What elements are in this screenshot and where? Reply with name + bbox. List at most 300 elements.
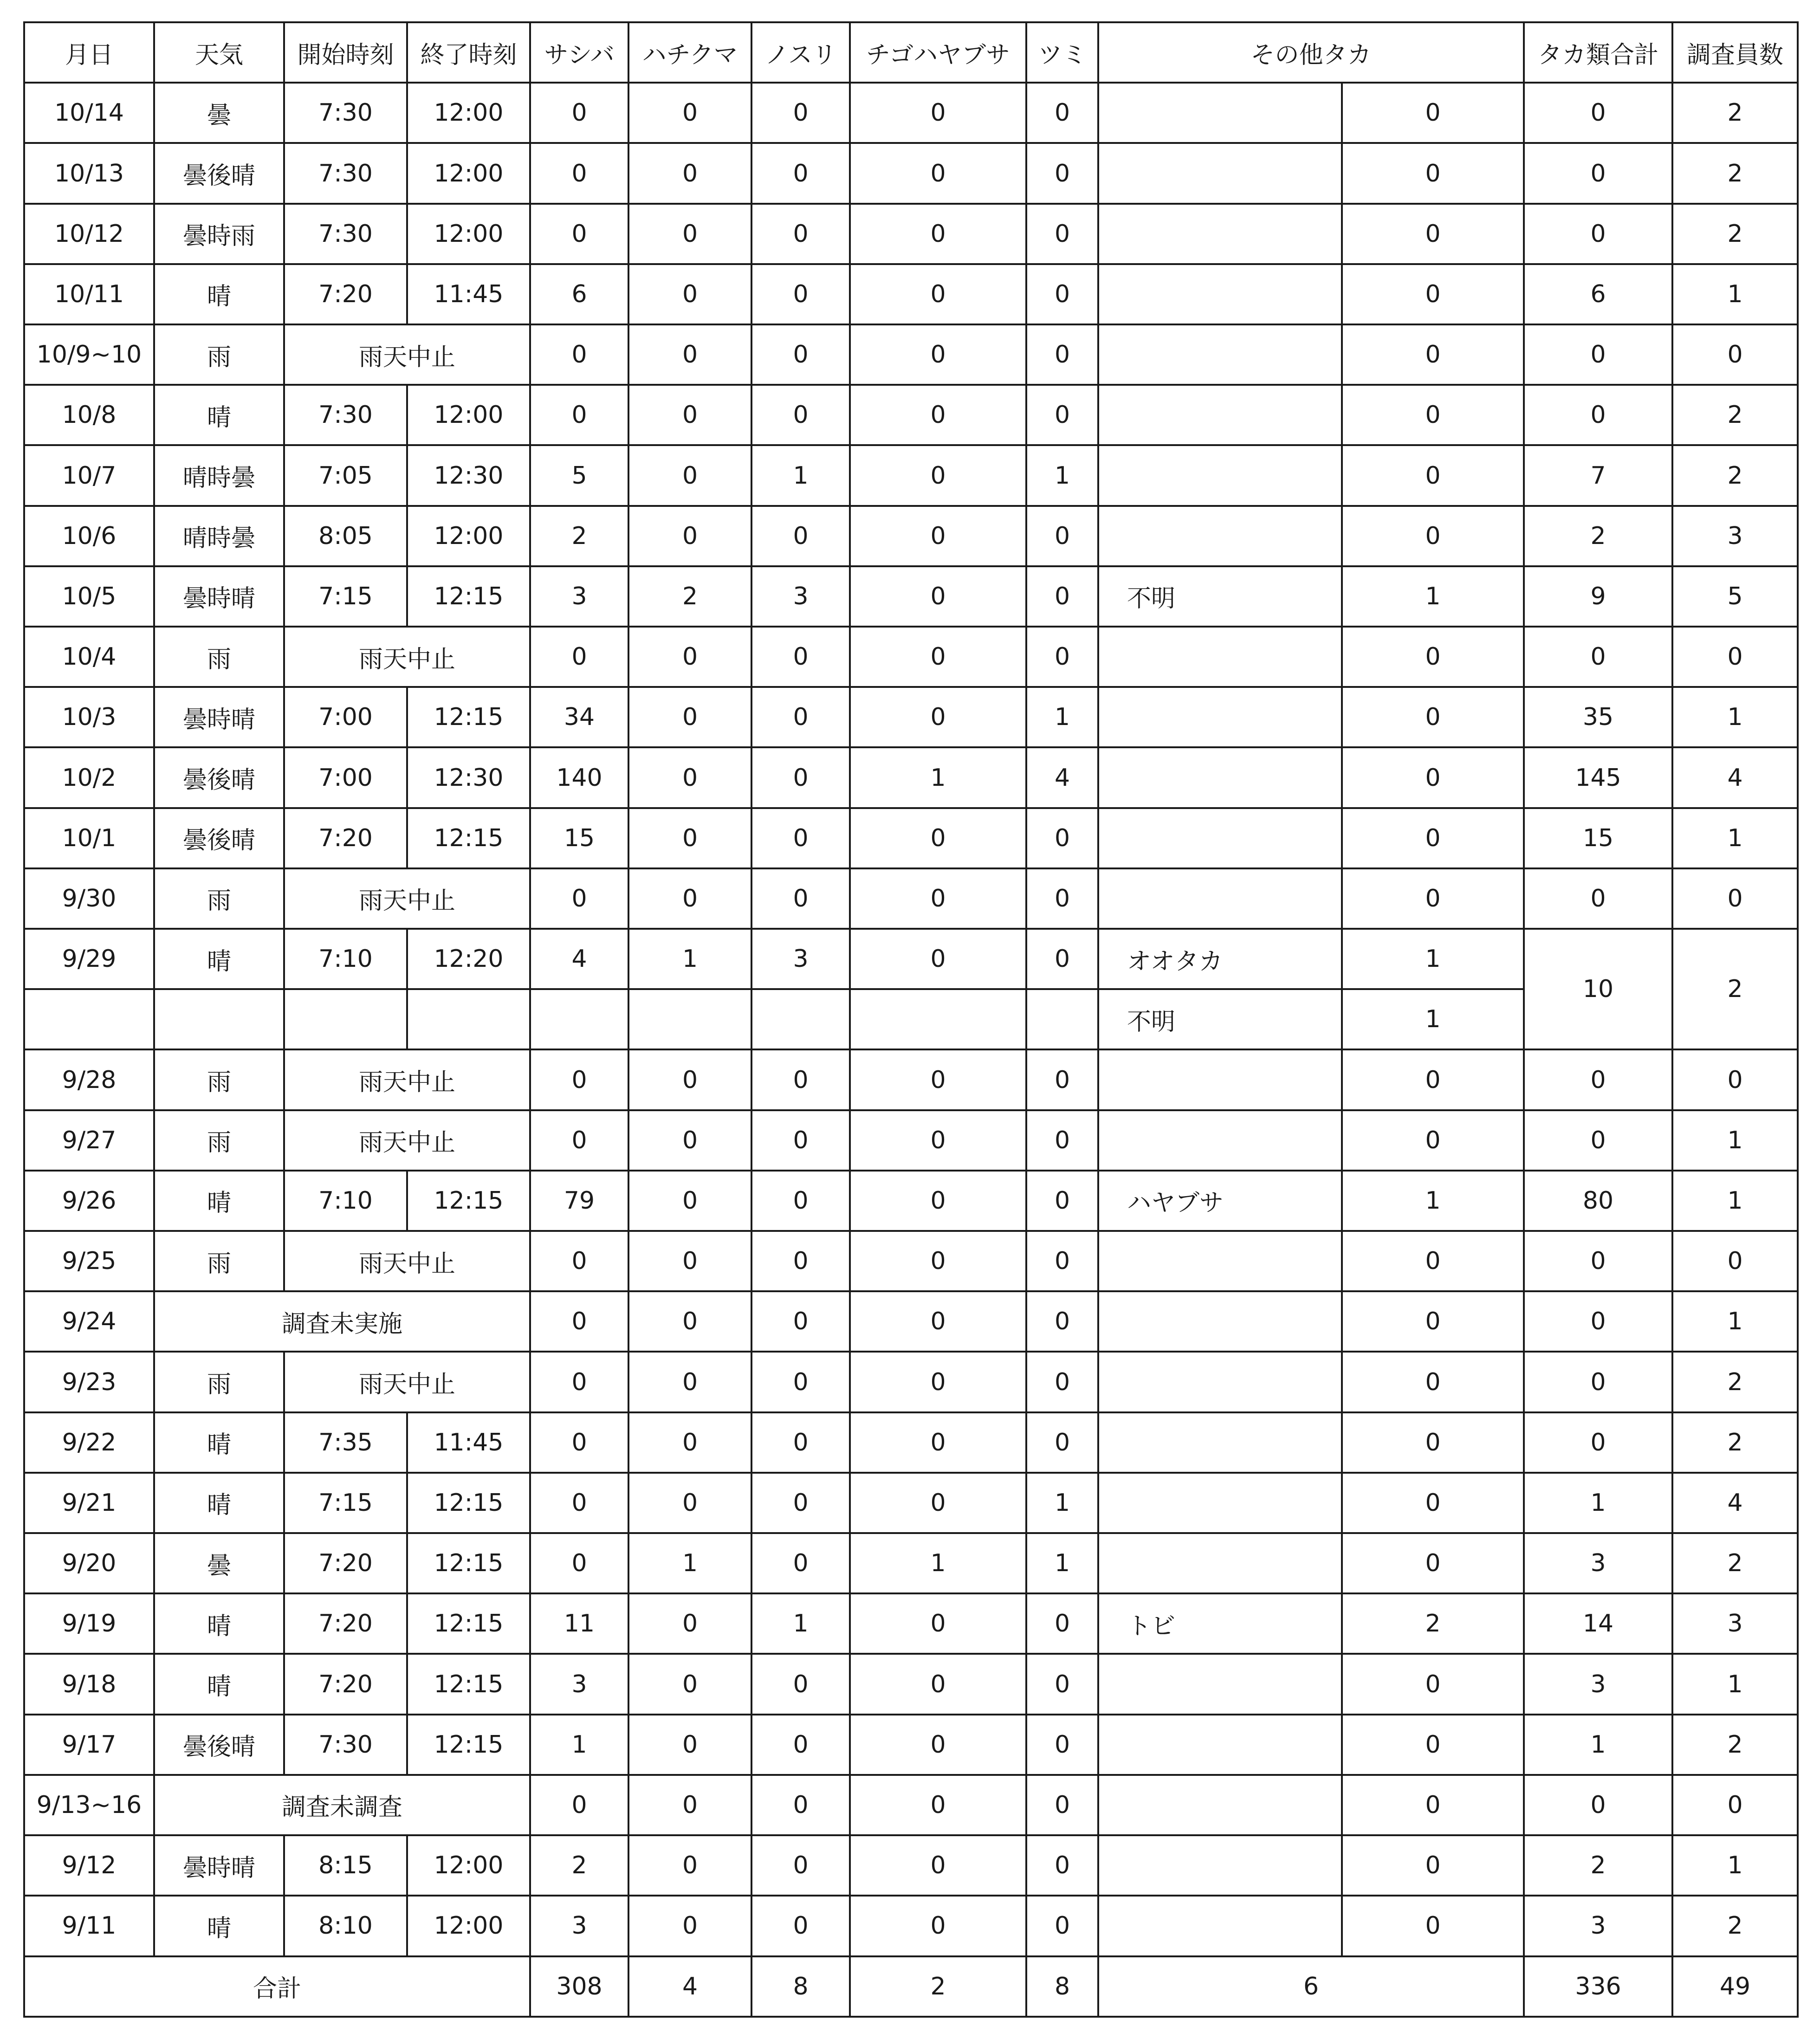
totals-sashiba: 308 xyxy=(530,1956,628,2017)
cell-chigo: 0 xyxy=(850,1593,1026,1654)
cell-other-name xyxy=(1098,1352,1342,1412)
cell-staff: 2 xyxy=(1672,143,1798,203)
cell-start-time: 7:20 xyxy=(284,808,407,868)
cell-sashiba: 15 xyxy=(530,808,628,868)
cell-chigo: 0 xyxy=(850,506,1026,566)
table-row xyxy=(24,1533,1798,1593)
cell-start-time: 7:35 xyxy=(284,1412,407,1473)
cell-other-name xyxy=(1098,1110,1342,1171)
cell-weather: 曇時晴 xyxy=(154,687,284,747)
cell-staff: 2 xyxy=(1672,1896,1798,1956)
cell-date: 10/4 xyxy=(24,627,154,687)
table-row xyxy=(24,627,1798,687)
cell-hachikuma: 0 xyxy=(628,1171,751,1231)
cell-tsumi: 0 xyxy=(1026,324,1098,385)
cell-staff: 1 xyxy=(1672,1835,1798,1896)
header-date: 月日 xyxy=(24,22,154,83)
cell-end-time: 12:30 xyxy=(407,747,530,808)
table-row xyxy=(24,445,1798,505)
cell-other-count: 1 xyxy=(1342,1171,1524,1231)
cell-nosuri: 3 xyxy=(751,566,850,627)
cell-other-name xyxy=(1098,506,1342,566)
cell-start-time: 7:20 xyxy=(284,1593,407,1654)
cell-chigo: 0 xyxy=(850,1412,1026,1473)
cell-staff: 2 xyxy=(1672,929,1798,1049)
cell-other-name: 不明 xyxy=(1098,989,1342,1049)
cell-sashiba: 3 xyxy=(530,566,628,627)
cell-staff: 4 xyxy=(1672,747,1798,808)
cell-other-count: 0 xyxy=(1342,1835,1524,1896)
table-row xyxy=(24,1291,1798,1352)
cell-other-count: 1 xyxy=(1342,989,1524,1049)
cell-weather: 曇後晴 xyxy=(154,1715,284,1775)
cell-other-count: 0 xyxy=(1342,264,1524,324)
cell-empty xyxy=(1026,989,1098,1049)
cell-note: 雨天中止 xyxy=(284,627,530,687)
cell-chigo: 0 xyxy=(850,143,1026,203)
cell-total: 35 xyxy=(1524,687,1672,747)
cell-chigo: 0 xyxy=(850,385,1026,445)
cell-hachikuma: 0 xyxy=(628,1654,751,1714)
cell-date: 9/29 xyxy=(24,929,154,989)
cell-nosuri: 1 xyxy=(751,1593,850,1654)
cell-chigo: 0 xyxy=(850,929,1026,989)
cell-other-name xyxy=(1098,1775,1342,1835)
cell-other-count: 0 xyxy=(1342,506,1524,566)
cell-tsumi: 0 xyxy=(1026,1835,1098,1896)
table-row xyxy=(24,1775,1798,1835)
cell-note: 調査未調査 xyxy=(154,1775,530,1835)
cell-staff: 2 xyxy=(1672,1533,1798,1593)
cell-weather: 晴時曇 xyxy=(154,445,284,505)
cell-total: 0 xyxy=(1524,1049,1672,1110)
cell-other-count: 0 xyxy=(1342,1473,1524,1533)
cell-end-time: 12:00 xyxy=(407,385,530,445)
cell-hachikuma: 0 xyxy=(628,1775,751,1835)
cell-start-time: 8:15 xyxy=(284,1835,407,1896)
cell-total: 0 xyxy=(1524,1110,1672,1171)
cell-staff: 2 xyxy=(1672,445,1798,505)
cell-nosuri: 0 xyxy=(751,83,850,143)
cell-other-name xyxy=(1098,1412,1342,1473)
cell-note: 雨天中止 xyxy=(284,1110,530,1171)
cell-end-time: 12:20 xyxy=(407,929,530,989)
cell-tsumi: 1 xyxy=(1026,1533,1098,1593)
cell-nosuri: 0 xyxy=(751,385,850,445)
table-row xyxy=(24,747,1798,808)
cell-weather: 晴 xyxy=(154,1412,284,1473)
cell-chigo: 0 xyxy=(850,1775,1026,1835)
cell-sashiba: 79 xyxy=(530,1171,628,1231)
cell-tsumi: 0 xyxy=(1026,1593,1098,1654)
cell-nosuri: 0 xyxy=(751,1412,850,1473)
cell-sashiba: 0 xyxy=(530,1533,628,1593)
cell-weather: 曇後晴 xyxy=(154,747,284,808)
cell-sashiba: 0 xyxy=(530,1291,628,1352)
cell-empty xyxy=(284,989,407,1049)
cell-note: 雨天中止 xyxy=(284,1231,530,1291)
cell-other-count: 0 xyxy=(1342,1291,1524,1352)
cell-tsumi: 0 xyxy=(1026,1049,1098,1110)
cell-other-name xyxy=(1098,385,1342,445)
cell-weather: 曇時晴 xyxy=(154,1835,284,1896)
cell-sashiba: 0 xyxy=(530,204,628,264)
cell-total: 1 xyxy=(1524,1473,1672,1533)
cell-hachikuma: 0 xyxy=(628,324,751,385)
cell-total: 7 xyxy=(1524,445,1672,505)
cell-nosuri: 0 xyxy=(751,143,850,203)
hawk-migration-table xyxy=(23,21,1799,2018)
cell-chigo: 0 xyxy=(850,1110,1026,1171)
cell-start-time: 7:10 xyxy=(284,1171,407,1231)
header-end-time: 終了時刻 xyxy=(407,22,530,83)
table-row xyxy=(24,1654,1798,1714)
cell-end-time: 12:15 xyxy=(407,1593,530,1654)
cell-end-time: 12:00 xyxy=(407,143,530,203)
cell-staff: 2 xyxy=(1672,1352,1798,1412)
cell-chigo: 0 xyxy=(850,1835,1026,1896)
cell-start-time: 7:30 xyxy=(284,1715,407,1775)
cell-hachikuma: 0 xyxy=(628,808,751,868)
cell-nosuri: 0 xyxy=(751,1291,850,1352)
cell-weather: 雨 xyxy=(154,1049,284,1110)
cell-total: 3 xyxy=(1524,1896,1672,1956)
cell-total: 14 xyxy=(1524,1593,1672,1654)
cell-hachikuma: 1 xyxy=(628,1533,751,1593)
cell-tsumi: 0 xyxy=(1026,385,1098,445)
header-hachikuma: ハチクマ xyxy=(628,22,751,83)
cell-hachikuma: 0 xyxy=(628,1231,751,1291)
header-staff-count: 調査員数 xyxy=(1672,22,1798,83)
cell-note: 雨天中止 xyxy=(284,868,530,929)
table-row xyxy=(24,1715,1798,1775)
cell-other-name xyxy=(1098,1049,1342,1110)
cell-other-count: 0 xyxy=(1342,1352,1524,1412)
cell-nosuri: 0 xyxy=(751,1110,850,1171)
cell-total: 80 xyxy=(1524,1171,1672,1231)
totals-chigo: 2 xyxy=(850,1956,1026,2017)
cell-end-time: 12:15 xyxy=(407,1533,530,1593)
totals-label: 合計 xyxy=(24,1956,530,2017)
cell-date: 10/14 xyxy=(24,83,154,143)
cell-staff: 1 xyxy=(1672,808,1798,868)
cell-end-time: 12:00 xyxy=(407,1896,530,1956)
table-row xyxy=(24,566,1798,627)
cell-end-time: 11:45 xyxy=(407,264,530,324)
header-other-hawks: その他タカ xyxy=(1098,22,1524,83)
cell-weather: 曇後晴 xyxy=(154,143,284,203)
cell-weather: 曇時雨 xyxy=(154,204,284,264)
cell-tsumi: 0 xyxy=(1026,1654,1098,1714)
cell-hachikuma: 0 xyxy=(628,747,751,808)
cell-nosuri: 0 xyxy=(751,1049,850,1110)
cell-other-name xyxy=(1098,747,1342,808)
cell-sashiba: 0 xyxy=(530,324,628,385)
table-row xyxy=(24,324,1798,385)
cell-chigo: 0 xyxy=(850,264,1026,324)
cell-date: 9/18 xyxy=(24,1654,154,1714)
cell-hachikuma: 0 xyxy=(628,868,751,929)
cell-nosuri: 0 xyxy=(751,627,850,687)
cell-tsumi: 0 xyxy=(1026,143,1098,203)
cell-date: 10/6 xyxy=(24,506,154,566)
cell-staff: 1 xyxy=(1672,1654,1798,1714)
cell-total: 0 xyxy=(1524,627,1672,687)
cell-end-time: 12:15 xyxy=(407,1715,530,1775)
cell-date: 9/24 xyxy=(24,1291,154,1352)
cell-chigo: 0 xyxy=(850,1049,1026,1110)
cell-chigo: 0 xyxy=(850,627,1026,687)
cell-nosuri: 0 xyxy=(751,506,850,566)
cell-date: 10/7 xyxy=(24,445,154,505)
cell-start-time: 8:10 xyxy=(284,1896,407,1956)
cell-weather: 雨 xyxy=(154,868,284,929)
cell-start-time: 7:20 xyxy=(284,1654,407,1714)
cell-staff: 0 xyxy=(1672,1231,1798,1291)
cell-nosuri: 0 xyxy=(751,868,850,929)
cell-weather: 雨 xyxy=(154,627,284,687)
cell-tsumi: 0 xyxy=(1026,1291,1098,1352)
cell-staff: 2 xyxy=(1672,1715,1798,1775)
cell-nosuri: 0 xyxy=(751,687,850,747)
table-row xyxy=(24,1110,1798,1171)
cell-nosuri: 0 xyxy=(751,1352,850,1412)
cell-tsumi: 0 xyxy=(1026,264,1098,324)
cell-nosuri: 0 xyxy=(751,1715,850,1775)
cell-sashiba: 0 xyxy=(530,1775,628,1835)
cell-tsumi: 0 xyxy=(1026,506,1098,566)
cell-other-name xyxy=(1098,1715,1342,1775)
cell-other-count: 0 xyxy=(1342,1231,1524,1291)
cell-weather: 晴 xyxy=(154,1473,284,1533)
cell-sashiba: 0 xyxy=(530,1049,628,1110)
cell-chigo: 0 xyxy=(850,445,1026,505)
cell-nosuri: 0 xyxy=(751,204,850,264)
header-weather: 天気 xyxy=(154,22,284,83)
cell-date: 9/23 xyxy=(24,1352,154,1412)
cell-end-time: 12:00 xyxy=(407,204,530,264)
cell-date: 9/19 xyxy=(24,1593,154,1654)
cell-start-time: 7:00 xyxy=(284,747,407,808)
cell-total: 3 xyxy=(1524,1533,1672,1593)
cell-sashiba: 34 xyxy=(530,687,628,747)
cell-date: 10/3 xyxy=(24,687,154,747)
table-row xyxy=(24,264,1798,324)
cell-tsumi: 0 xyxy=(1026,929,1098,989)
cell-other-count: 0 xyxy=(1342,1775,1524,1835)
cell-end-time: 12:00 xyxy=(407,83,530,143)
cell-end-time: 12:15 xyxy=(407,1473,530,1533)
cell-other-count: 0 xyxy=(1342,808,1524,868)
cell-staff: 2 xyxy=(1672,83,1798,143)
cell-end-time: 11:45 xyxy=(407,1412,530,1473)
table-row xyxy=(24,1896,1798,1956)
cell-sashiba: 140 xyxy=(530,747,628,808)
cell-end-time: 12:00 xyxy=(407,1835,530,1896)
cell-start-time: 7:20 xyxy=(284,264,407,324)
cell-total: 0 xyxy=(1524,143,1672,203)
cell-sashiba: 0 xyxy=(530,868,628,929)
cell-other-name xyxy=(1098,1896,1342,1956)
cell-total: 0 xyxy=(1524,1412,1672,1473)
cell-empty xyxy=(530,989,628,1049)
cell-total: 1 xyxy=(1524,1715,1672,1775)
cell-nosuri: 0 xyxy=(751,747,850,808)
cell-other-name xyxy=(1098,324,1342,385)
cell-other-name: ハヤブサ xyxy=(1098,1171,1342,1231)
cell-note: 調査未実施 xyxy=(154,1291,530,1352)
cell-hachikuma: 0 xyxy=(628,627,751,687)
cell-staff: 1 xyxy=(1672,1171,1798,1231)
cell-weather: 晴 xyxy=(154,1171,284,1231)
cell-tsumi: 4 xyxy=(1026,747,1098,808)
cell-tsumi: 0 xyxy=(1026,1896,1098,1956)
cell-tsumi: 0 xyxy=(1026,1412,1098,1473)
cell-sashiba: 3 xyxy=(530,1896,628,1956)
cell-nosuri: 0 xyxy=(751,1896,850,1956)
cell-sashiba: 0 xyxy=(530,1412,628,1473)
cell-total: 0 xyxy=(1524,324,1672,385)
cell-total: 0 xyxy=(1524,204,1672,264)
totals-row xyxy=(24,1956,1798,2017)
cell-end-time: 12:15 xyxy=(407,566,530,627)
cell-weather: 雨 xyxy=(154,324,284,385)
cell-total: 145 xyxy=(1524,747,1672,808)
cell-date: 9/28 xyxy=(24,1049,154,1110)
cell-other-name xyxy=(1098,808,1342,868)
cell-start-time: 7:30 xyxy=(284,83,407,143)
cell-nosuri: 0 xyxy=(751,264,850,324)
cell-sashiba: 2 xyxy=(530,1835,628,1896)
cell-chigo: 0 xyxy=(850,566,1026,627)
cell-tsumi: 0 xyxy=(1026,204,1098,264)
cell-total: 2 xyxy=(1524,506,1672,566)
cell-weather: 晴 xyxy=(154,1896,284,1956)
cell-total: 0 xyxy=(1524,1352,1672,1412)
cell-tsumi: 0 xyxy=(1026,1715,1098,1775)
cell-weather: 曇時晴 xyxy=(154,566,284,627)
cell-start-time: 7:15 xyxy=(284,566,407,627)
cell-hachikuma: 0 xyxy=(628,1896,751,1956)
cell-end-time: 12:15 xyxy=(407,1654,530,1714)
cell-staff: 1 xyxy=(1672,1110,1798,1171)
cell-other-name xyxy=(1098,687,1342,747)
cell-other-name xyxy=(1098,1654,1342,1714)
cell-other-count: 2 xyxy=(1342,1593,1524,1654)
cell-chigo: 0 xyxy=(850,1896,1026,1956)
cell-weather: 晴 xyxy=(154,264,284,324)
cell-weather: 晴 xyxy=(154,385,284,445)
totals-hawk-total: 336 xyxy=(1524,1956,1672,2017)
cell-other-count: 0 xyxy=(1342,747,1524,808)
cell-chigo: 0 xyxy=(850,1654,1026,1714)
cell-hachikuma: 0 xyxy=(628,143,751,203)
cell-date: 10/11 xyxy=(24,264,154,324)
cell-tsumi: 0 xyxy=(1026,868,1098,929)
cell-total: 0 xyxy=(1524,385,1672,445)
cell-sashiba: 0 xyxy=(530,1473,628,1533)
cell-sashiba: 4 xyxy=(530,929,628,989)
cell-hachikuma: 0 xyxy=(628,445,751,505)
cell-other-count: 0 xyxy=(1342,1533,1524,1593)
cell-chigo: 0 xyxy=(850,687,1026,747)
cell-other-count: 0 xyxy=(1342,687,1524,747)
header-tsumi: ツミ xyxy=(1026,22,1098,83)
cell-chigo: 0 xyxy=(850,808,1026,868)
cell-staff: 3 xyxy=(1672,1593,1798,1654)
cell-total: 0 xyxy=(1524,868,1672,929)
cell-date: 9/26 xyxy=(24,1171,154,1231)
table-row xyxy=(24,1835,1798,1896)
cell-other-count: 0 xyxy=(1342,868,1524,929)
cell-nosuri: 0 xyxy=(751,1473,850,1533)
header-hawk-total: タカ類合計 xyxy=(1524,22,1672,83)
cell-other-count: 0 xyxy=(1342,204,1524,264)
cell-other-count: 0 xyxy=(1342,83,1524,143)
cell-sashiba: 0 xyxy=(530,1352,628,1412)
cell-tsumi: 0 xyxy=(1026,627,1098,687)
cell-other-name xyxy=(1098,143,1342,203)
cell-sashiba: 11 xyxy=(530,1593,628,1654)
cell-date: 9/20 xyxy=(24,1533,154,1593)
table-row xyxy=(24,929,1798,989)
cell-note: 雨天中止 xyxy=(284,324,530,385)
cell-start-time: 7:30 xyxy=(284,143,407,203)
cell-date: 9/13~16 xyxy=(24,1775,154,1835)
cell-tsumi: 1 xyxy=(1026,1473,1098,1533)
cell-other-name: トビ xyxy=(1098,1593,1342,1654)
cell-other-name xyxy=(1098,1231,1342,1291)
cell-note: 雨天中止 xyxy=(284,1049,530,1110)
cell-total: 0 xyxy=(1524,83,1672,143)
cell-staff: 5 xyxy=(1672,566,1798,627)
cell-start-time: 7:30 xyxy=(284,385,407,445)
table-row xyxy=(24,385,1798,445)
cell-nosuri: 0 xyxy=(751,1775,850,1835)
cell-end-time: 12:15 xyxy=(407,687,530,747)
cell-hachikuma: 0 xyxy=(628,1835,751,1896)
cell-weather: 雨 xyxy=(154,1231,284,1291)
cell-weather: 曇後晴 xyxy=(154,808,284,868)
cell-staff: 0 xyxy=(1672,1049,1798,1110)
totals-other: 6 xyxy=(1098,1956,1524,2017)
table-row xyxy=(24,204,1798,264)
cell-sashiba: 0 xyxy=(530,1231,628,1291)
table-row xyxy=(24,1352,1798,1412)
cell-chigo: 0 xyxy=(850,1352,1026,1412)
cell-date: 10/8 xyxy=(24,385,154,445)
cell-tsumi: 0 xyxy=(1026,808,1098,868)
cell-other-count: 0 xyxy=(1342,1896,1524,1956)
cell-hachikuma: 0 xyxy=(628,1593,751,1654)
table-row xyxy=(24,808,1798,868)
cell-other-name xyxy=(1098,264,1342,324)
cell-weather: 雨 xyxy=(154,1110,284,1171)
cell-hachikuma: 0 xyxy=(628,1412,751,1473)
header-chigohayabusa: チゴハヤブサ xyxy=(850,22,1026,83)
cell-sashiba: 3 xyxy=(530,1654,628,1714)
cell-sashiba: 5 xyxy=(530,445,628,505)
cell-total: 15 xyxy=(1524,808,1672,868)
cell-hachikuma: 0 xyxy=(628,1049,751,1110)
cell-total: 3 xyxy=(1524,1654,1672,1714)
cell-chigo: 0 xyxy=(850,1473,1026,1533)
cell-sashiba: 0 xyxy=(530,627,628,687)
cell-total: 6 xyxy=(1524,264,1672,324)
cell-start-time: 8:05 xyxy=(284,506,407,566)
cell-other-count: 0 xyxy=(1342,1412,1524,1473)
cell-hachikuma: 0 xyxy=(628,1473,751,1533)
